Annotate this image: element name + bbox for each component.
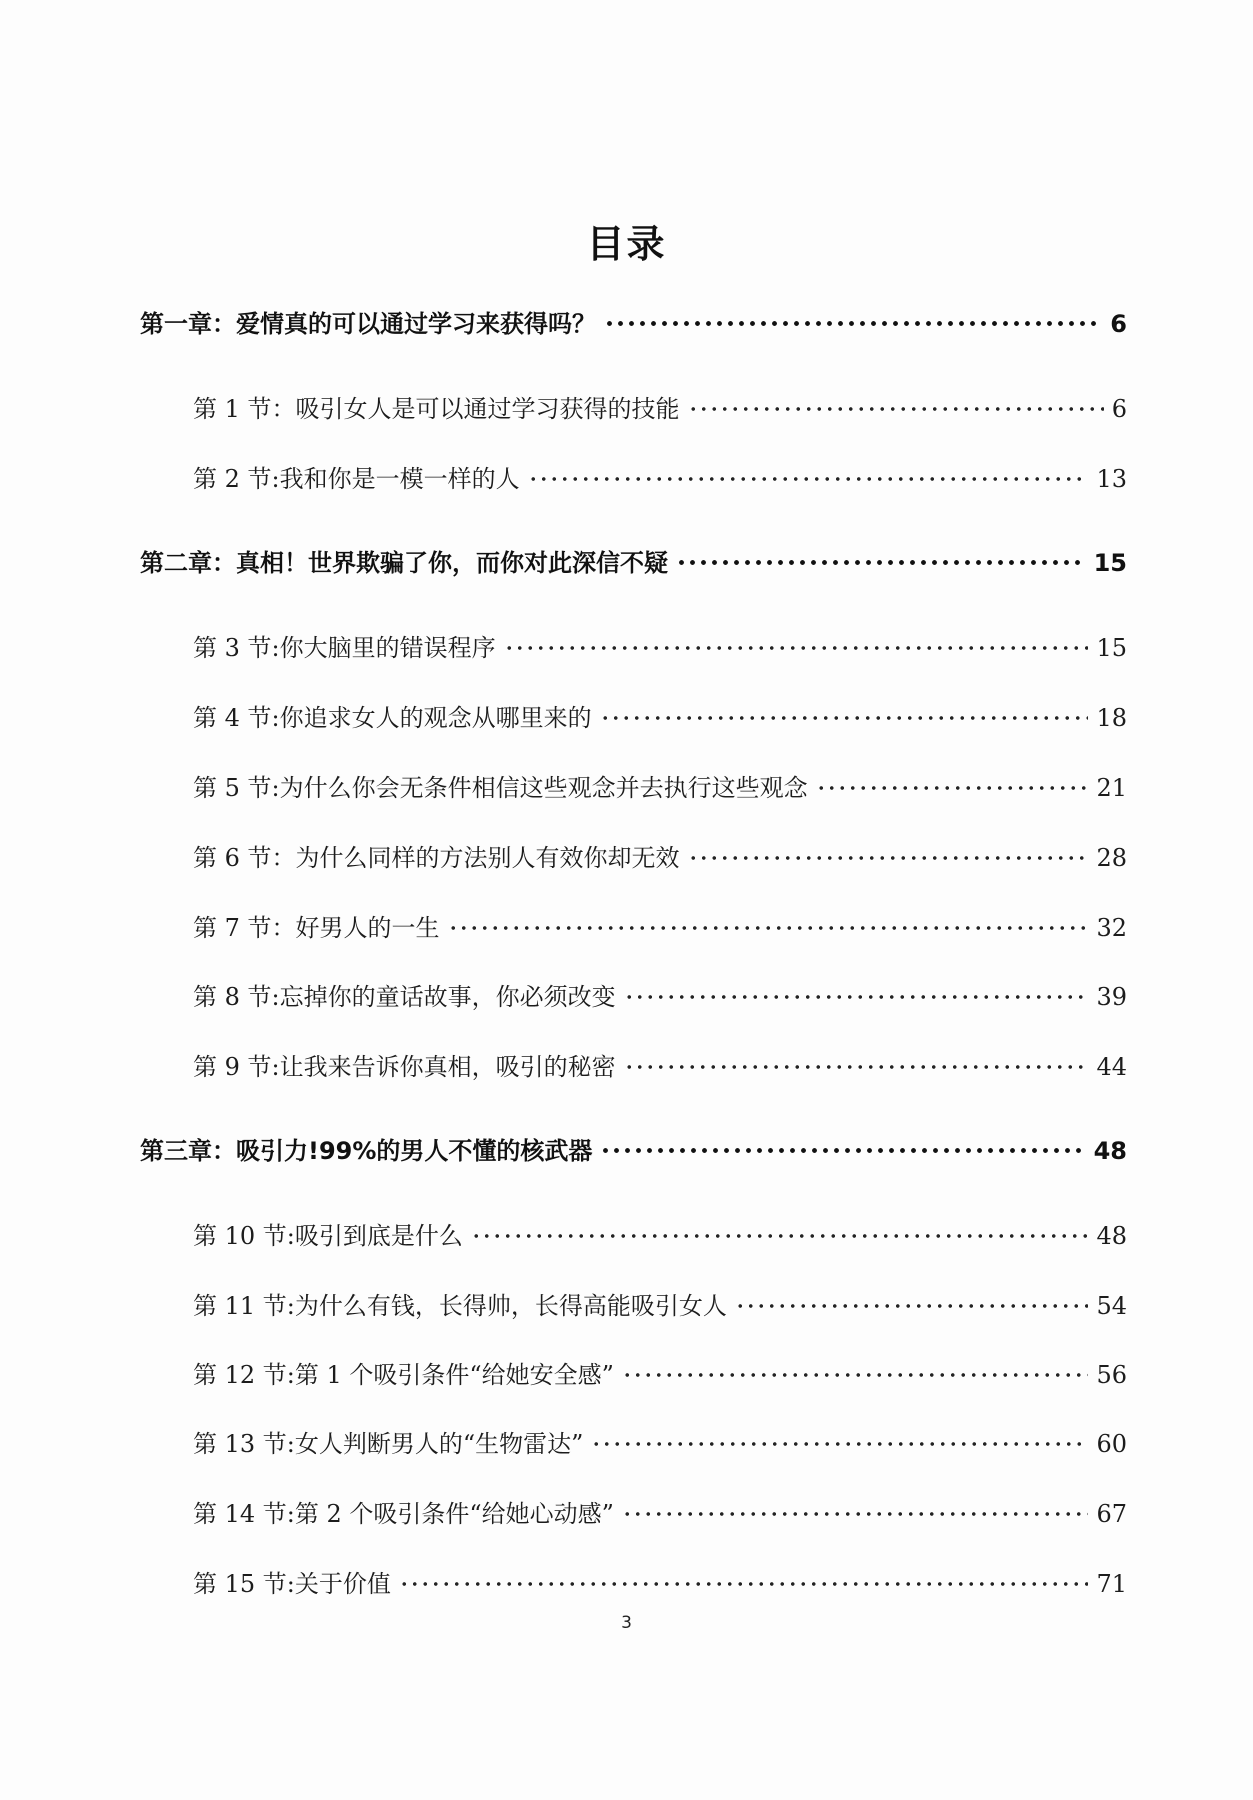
toc-chapter-1[interactable]: [140, 304, 1127, 344]
toc-section-13[interactable]: [193, 1424, 1127, 1464]
toc-section-14[interactable]: [193, 1494, 1127, 1534]
toc-section-12[interactable]: [193, 1355, 1127, 1395]
toc-page-number: 6: [1110, 310, 1127, 338]
dot-leader: [528, 477, 1089, 481]
toc-page-number: 18: [1096, 704, 1127, 732]
toc-section-1[interactable]: [193, 389, 1127, 429]
dot-leader: [622, 1512, 1089, 1516]
toc-page-number: 21: [1096, 774, 1127, 802]
toc-section-2[interactable]: [193, 459, 1127, 499]
toc-entry-label: 第 4 节:你追求女人的观念从哪里来的: [193, 704, 592, 732]
toc-entry-label: 第 12 节:第 1 个吸引条件“给她安全感”: [193, 1361, 614, 1389]
dot-leader: [600, 1148, 1085, 1153]
toc-entry-label: 第 2 节:我和你是一模一样的人: [193, 465, 520, 493]
toc-page-number: 48: [1093, 1137, 1127, 1165]
toc-page-number: 39: [1096, 983, 1127, 1011]
toc-entry-label: 第 10 节:吸引到底是什么: [193, 1222, 463, 1250]
toc-page-number: 56: [1096, 1361, 1127, 1389]
toc-entry-label: 第 1 节：吸引女人是可以通过学习获得的技能: [193, 395, 680, 423]
dot-leader: [591, 1442, 1088, 1446]
toc-page-number: 6: [1111, 395, 1127, 423]
toc-entry-label: 第 13 节:女人判断男人的“生物雷达”: [193, 1430, 584, 1458]
toc-page-number: 13: [1096, 465, 1127, 493]
toc-entry-label: 第 6 节：为什么同样的方法别人有效你却无效: [193, 844, 680, 872]
dot-leader: [624, 995, 1089, 999]
toc-entry-label: 第 5 节:为什么你会无条件相信这些观念并去执行这些观念: [193, 774, 808, 802]
toc-section-6[interactable]: [193, 838, 1127, 878]
toc-page-number: 67: [1096, 1500, 1127, 1528]
toc-chapter-3[interactable]: [140, 1131, 1127, 1171]
toc-entry-label: 第二章：真相！世界欺骗了你，而你对此深信不疑: [140, 549, 668, 577]
toc-entry-label: 第 7 节：好男人的一生: [193, 914, 440, 942]
toc-page-number: 28: [1096, 844, 1127, 872]
dot-leader: [604, 321, 1102, 326]
toc-entry-label: 第 11 节:为什么有钱，长得帅，长得高能吸引女人: [193, 1292, 727, 1320]
toc-section-8[interactable]: [193, 977, 1127, 1017]
toc-entry-label: 第三章：吸引力!99%的男人不懂的核武器: [140, 1137, 593, 1165]
dot-leader: [676, 560, 1086, 565]
dot-leader: [688, 856, 1089, 860]
toc-entry-label: 第一章：爱情真的可以通过学习来获得吗？: [140, 310, 596, 338]
dot-leader: [504, 646, 1089, 650]
dot-leader: [399, 1582, 1089, 1586]
toc-page-number: 60: [1096, 1430, 1127, 1458]
page-number-footer: 3: [621, 1613, 632, 1633]
toc-section-4[interactable]: [193, 698, 1127, 738]
toc-page-number: 32: [1096, 914, 1127, 942]
toc-section-3[interactable]: [193, 628, 1127, 668]
toc-page-number: 44: [1096, 1053, 1127, 1081]
toc-section-15[interactable]: [193, 1564, 1127, 1604]
toc-entry-label: 第 3 节:你大脑里的错误程序: [193, 634, 496, 662]
dot-leader: [735, 1304, 1089, 1308]
dot-leader: [688, 407, 1104, 411]
dot-leader: [448, 926, 1089, 930]
toc-page-number: 15: [1093, 549, 1127, 577]
dot-leader: [624, 1065, 1089, 1069]
toc-page-number: 15: [1096, 634, 1127, 662]
toc-page-number: 71: [1096, 1570, 1127, 1598]
toc-page-number: 54: [1096, 1292, 1127, 1320]
toc-page-number: 48: [1096, 1222, 1127, 1250]
toc-chapter-2[interactable]: [140, 543, 1127, 583]
toc-section-9[interactable]: [193, 1047, 1127, 1087]
dot-leader: [471, 1234, 1089, 1238]
toc-section-7[interactable]: [193, 908, 1127, 948]
toc-entry-label: 第 9 节:让我来告诉你真相，吸引的秘密: [193, 1053, 616, 1081]
toc-title: 目录: [586, 222, 667, 266]
toc-entry-label: 第 15 节:关于价值: [193, 1570, 391, 1598]
toc-section-5[interactable]: [193, 768, 1127, 808]
toc-section-10[interactable]: [193, 1216, 1127, 1256]
dot-leader: [816, 786, 1089, 790]
dot-leader: [600, 716, 1089, 720]
dot-leader: [622, 1373, 1089, 1377]
toc-entry-label: 第 8 节:忘掉你的童话故事，你必须改变: [193, 983, 616, 1011]
toc-entry-label: 第 14 节:第 2 个吸引条件“给她心动感”: [193, 1500, 614, 1528]
toc-section-11[interactable]: [193, 1286, 1127, 1326]
